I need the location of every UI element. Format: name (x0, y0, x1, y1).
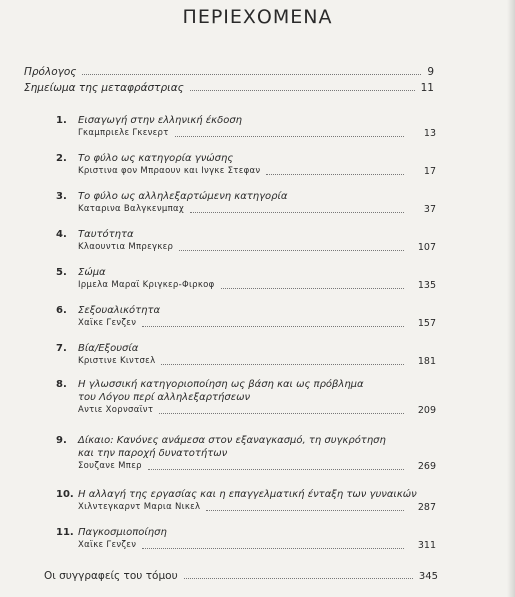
chapter-author: Χιλντεγκαρντ Μαρια Νικελ (78, 502, 201, 512)
dot-leader (161, 363, 404, 365)
page-number: 13 (423, 128, 436, 139)
dot-leader (190, 211, 404, 213)
toc-chapter (56, 266, 436, 292)
dot-leader (159, 412, 404, 414)
chapter-title: Το φύλο ως κατηγορία γνώσης (78, 153, 234, 164)
page-title: ΠΕΡΙΕΧΟΜΕΝΑ (182, 6, 333, 28)
page-number: 11 (420, 82, 434, 94)
page-number: 209 (417, 405, 436, 416)
chapter-number: 6. (56, 305, 67, 316)
toc-chapter (56, 304, 436, 330)
toc-chapter (56, 190, 436, 216)
toc-chapter (56, 434, 436, 473)
page-number: 287 (417, 502, 436, 513)
toc-chapter (56, 152, 436, 178)
dot-leader (142, 325, 404, 327)
entry-title: Πρόλογος (24, 66, 77, 78)
toc-chapter (56, 114, 436, 140)
chapter-author: Αντιε Χορνσαϊντ (78, 405, 154, 415)
chapter-title-line2: και την παροχή δυνατοτήτων (78, 448, 228, 459)
chapter-number: 7. (56, 343, 67, 354)
chapter-title: Εισαγωγή στην ελληνική έκδοση (78, 115, 242, 126)
page-number: 37 (423, 204, 436, 215)
page-number: 9 (427, 66, 434, 78)
chapter-number: 1. (56, 115, 67, 126)
toc-chapter (56, 488, 436, 514)
chapter-title: Παγκοσμιοποίηση (78, 527, 167, 538)
chapter-number: 10. (56, 489, 74, 500)
chapter-title: Ταυτότητα (78, 229, 134, 240)
chapter-title: Η αλλαγή της εργασίας και η επαγγελματική ένταξη των γυναικών (78, 489, 417, 500)
dot-leader (175, 135, 404, 137)
page-number: 135 (417, 280, 436, 291)
page-number: 345 (418, 571, 438, 582)
chapter-title: Το φύλο ως αλληλεξαρτώμενη κατηγορία (78, 191, 288, 202)
chapter-number: 3. (56, 191, 67, 202)
chapter-author: Χαϊκε Γενζεν (78, 540, 137, 550)
toc-chapter (56, 526, 436, 552)
chapter-author: Χαϊκε Γενζεν (78, 318, 137, 328)
toc-chapter (56, 228, 436, 254)
chapter-title: Η γλωσσική κατηγοριοποίηση ως βάση και ως πρόβλημα (78, 379, 364, 390)
chapter-number: 8. (56, 379, 67, 390)
entry-title: Οι συγγραφείς του τόμου (44, 570, 178, 582)
chapter-title-line2: του Λόγου περί αλληλεξαρτήσεων (78, 392, 251, 403)
chapter-number: 5. (56, 267, 67, 278)
toc-chapter (56, 378, 436, 417)
chapter-author: Κριστινα φον Μπραουν και Ινγκε Στεφαν (78, 166, 261, 176)
page-number: 269 (417, 461, 436, 472)
chapter-title: Σεξουαλικότητα (78, 305, 161, 316)
dot-leader (148, 468, 404, 470)
dot-leader (184, 577, 413, 579)
page-number: 157 (417, 318, 436, 329)
page-edge-shadow (507, 0, 515, 597)
chapter-author: Σουζανε Μπερ (78, 461, 142, 471)
dot-leader (266, 173, 404, 175)
chapter-number: 11. (56, 527, 74, 538)
toc-entry-prologue (24, 64, 434, 78)
chapter-number: 2. (56, 153, 67, 164)
chapter-author: Γκαμπριελε Γκενερτ (78, 128, 169, 138)
chapter-author: Κλαουντια Μπρεγκερ (78, 242, 174, 252)
chapter-title: Δίκαιο: Κανόνες ανάμεσα στον εξαναγκασμό, τη συγκρότηση (78, 435, 386, 446)
dot-leader (190, 89, 415, 91)
chapter-author: Κριστινε Κιντσελ (78, 356, 156, 366)
toc-entry-authors (44, 570, 438, 582)
page-number: 107 (417, 242, 436, 253)
dot-leader (179, 249, 404, 251)
toc-chapter (56, 342, 436, 368)
chapter-author: Καταρινα Βαλγκενμπαχ (78, 204, 185, 214)
page-number: 17 (423, 166, 436, 177)
dot-leader (142, 547, 404, 549)
chapter-title: Βία/Εξουσία (78, 343, 139, 354)
entry-title: Σημείωμα της μεταφράστριας (24, 82, 184, 94)
chapter-title: Σώμα (78, 267, 106, 278)
dot-leader (206, 509, 404, 511)
chapter-author: Ιρμελα Μαραϊ Κριγκερ-Φιρκοφ (78, 280, 215, 290)
chapter-number: 4. (56, 229, 67, 240)
chapter-number: 9. (56, 435, 67, 446)
dot-leader (82, 73, 421, 75)
page-number: 181 (417, 356, 436, 367)
page-number: 311 (417, 540, 436, 551)
toc-entry-translator-note (24, 80, 434, 94)
dot-leader (221, 287, 404, 289)
